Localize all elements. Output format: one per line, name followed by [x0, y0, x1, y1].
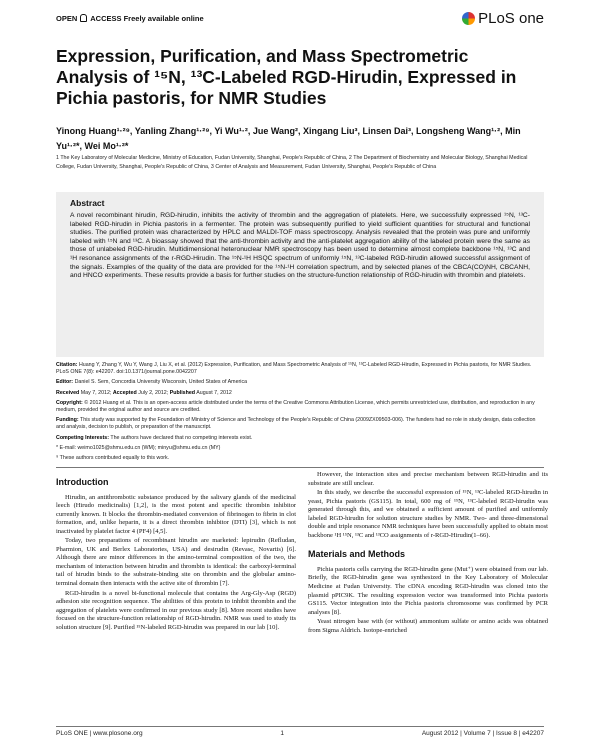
- open-lock-icon: [80, 14, 87, 22]
- editor-text: Daniel S. Sem, Concordia University Wisconsin, United States of America: [74, 379, 248, 386]
- competing-interests: [56, 435, 544, 442]
- accepted-date: July 2, 2012;: [138, 389, 169, 396]
- abstract-heading: Abstract: [70, 198, 105, 208]
- funding: [56, 417, 544, 431]
- editor: [56, 379, 544, 386]
- article-metadata: [56, 362, 544, 465]
- journal-header: [56, 8, 544, 28]
- page-footer: [56, 730, 544, 737]
- funding-label: Funding:: [56, 417, 79, 424]
- open-access-badge: [56, 14, 204, 23]
- author-list: Yinong Huang¹·²⁹, Yanling Zhang¹·²⁹, Yi Wu¹·², Jue Wang², Xingang Liu³, Linsen Dai³, Longsheng Wang¹·², Min Yu¹·²*, Wei Mo¹·²*: [56, 126, 521, 151]
- open-label: OPEN: [56, 13, 78, 23]
- abstract-box: [56, 192, 544, 357]
- divider: [56, 467, 544, 468]
- competing-label: Competing Interests:: [56, 434, 109, 441]
- plos-logo-icon: [462, 12, 475, 25]
- right-paragraph-2: In this study, we describe the successful expression of ¹⁵N, ¹³C-labeled RGD-hirudin in yeast, Pichia pastoris (GS115). In total, 600 mg of ¹⁵N, ¹³C-labeled RGD-hirudin was generated through this, and we obtained a sufficient amount of purified and uniformly labeled RGD-hirudin for solution structure studies by NMR. Two- and three-dimensional double and triple resonance NMR techniques have been successfully applied to obtain most backbone ¹H ¹⁵N, ¹³C and ¹³CO assignments of r-RGD-Hirudin(1–66).: [308, 489, 548, 539]
- citation-label: Citation:: [56, 362, 78, 368]
- methods-paragraph-1: Pichia pastoris cells carrying the RGD-hirudin gene (Mut⁺) were obtained from our lab. Briefly, the RGD-hirudin gene was synthesized in the Key Laboratory of Molecular Medicine at Fudan University. The cDNA encoding RGD-hirudin was cloned into the plasmid pPIC9K. The resulting expression vector was transformed into Pichia pastoris GS115. Vector integration into the Pichia pastoris chromosome was confirmed by PCR analyses [8].: [308, 565, 548, 616]
- received-date: May 7, 2012;: [80, 389, 112, 396]
- intro-paragraph-3: RGD-hirudin is a novel bi-functional molecule that contains the Arg-Gly-Asp (RGD) adhesion site recognition sequence. The abilities of this protein to inhibit thrombin and the aggregation of platelets were confirmed in our previous study [8]. More recent studies have focused on the structure-function relationship of RGD-hirudin. NMR was used to study its solution structure [9]. Purified ¹⁵N-labeled RGD-hirudin was prepared in our lab [10].: [56, 589, 296, 631]
- published-date: August 7, 2012: [196, 389, 232, 396]
- copyright: [56, 400, 544, 414]
- competing-text: The authors have declared that no competing interests exist.: [110, 434, 253, 441]
- right-column: [308, 471, 548, 636]
- accepted-label: Accepted: [112, 389, 137, 396]
- affiliations: 1 The Key Laboratory of Molecular Medicine, Ministry of Education, Fudan University, Shanghai, People's Republic of China, 2 The Department of Biochemistry and Molecular Biology, Shanghai Medical College, Fudan University, Shanghai, People's Republic of China, 3 Center of Analysis and Measurement, Fudan University, Shanghai, People's Republic of China: [56, 155, 528, 170]
- dates: [56, 390, 544, 397]
- left-column: [56, 474, 296, 633]
- page-number: 1: [280, 730, 285, 737]
- intro-paragraph-2: Today, two preparations of recombinant hirudin are marketed: lepirudin (Refludan, Pharmion, UK and Berlex Laboratories, USA) and desirudin (Revasc, Novartis) [6]. Although there are minor differences in the amino-terminal composition of the two, the mechanism of interaction between hirudin and thrombin is identical: the carboxyl-terminal tail of hirudin binds to the substrate-binding site on thrombin and the globular amino-terminal domain then interacts with the active site of thrombin [7].: [56, 537, 296, 588]
- abstract-text: A novel recombinant hirudin, RGD-hirudin, inhibits the activity of thrombin and the aggregation of platelets. Here, we successfully expressed ¹⁵N, ¹³C-labeled RGD-hirudin in Pichia pastoris in a fermenter. The protein was subsequently purified to yield sufficient quantities for structural and functional studies. The purified protein was characterized by HPLC and MALDI-TOF mass spectroscopy. Analysis revealed that the protein was pure and uniformly labeled with ¹⁵N and ¹³C. A bioassay showed that the anti-thrombin activity and the anti-platelet aggregation ability of the labeled protein were the same as those of unlabeled RGD-hirudin. Multidimensional heteronuclear NMR spectroscopy has been used to determine almost complete backbone ¹⁵N, ¹³C and ¹H resonance assignments of the r-RGD-Hirudin. The ¹⁵N-¹H HSQC spectrum of uniformly ¹⁵N, ¹³C-labeled RGD-hirudin allowed successful assignment of the signals. Examples of the quality of the data are provided for the ¹⁵N-¹H correlation spectrum, and by selected planes of the CBCA(CO)NH, CBCANH, and HNCO experiments. These results provide a basis for further studies on the structure-function relationship of RGD-hirudin with thrombin and platelets.: [70, 212, 530, 280]
- methods-heading: Materials and Methods: [308, 549, 406, 560]
- email: * E-mail: weimo1025@shmu.edu.cn (WM); minyu@shmu.edu.cn (MY): [56, 444, 221, 451]
- footer-issue: August 2012 | Volume 7 | Issue 8 | e42207: [421, 730, 544, 737]
- citation-text: Huang Y, Zhang Y, Wu Y, Wang J, Liu X, et al. (2012) Expression, Purification, and Mass Spectrometric Analysis of ¹⁵N, ¹³C-Labeled RGD-Hirudin, Expressed in Pichia pastoris, for NMR Studies. PLoS ONE 7(8): e42207. doi:10.1371/journal.pone.0042207: [56, 362, 532, 376]
- funding-text: This study was supported by the Foundation of Ministry of Science and Technology of the People's Republic of China (2009ZX09503-006). The funders had no role in study design, data collection and analysis, decision to publish, or preparation of the manuscript.: [56, 417, 536, 431]
- open-access-text: ACCESS Freely available online: [90, 13, 204, 23]
- footer-divider: [56, 726, 544, 727]
- editor-label: Editor:: [56, 379, 74, 386]
- citation: [56, 362, 544, 376]
- introduction-heading: Introduction: [56, 477, 109, 487]
- intro-paragraph-1: Hirudin, an antithrombotic substance produced by the salivary glands of the medicinal leech (Hirudo medicinalis) [1,2], is the most potent and specific thrombin inhibitor currently known. It blocks the thrombin-mediated conversion of fibrinogen to fibrin in clot formation, and, unlike heparin, it is a direct thrombin inhibitor (DTI) [3], which is not inactivated by platelet factor 4 (PF4) [4,5].: [56, 493, 296, 535]
- equal-contribution: ⁹ These authors contributed equally to this work.: [56, 455, 170, 462]
- received-label: Received: [56, 389, 80, 396]
- published-label: Published: [169, 389, 196, 396]
- right-paragraph-1: However, the interaction sites and precise mechanism between RGD-hirudin and its substrate are still unclear.: [308, 471, 548, 487]
- copyright-label: Copyright:: [56, 399, 83, 406]
- journal-logo-text: PLoS one: [478, 9, 544, 27]
- journal-logo: [462, 10, 544, 27]
- paper-title: Expression, Purification, and Mass Spectrometric Analysis of ¹⁵N, ¹³C-Labeled RGD-Hirudin, Expressed in Pichia pastoris, for NMR Studies: [56, 46, 517, 108]
- footer-journal: PLoS ONE | www.plosone.org: [56, 730, 143, 737]
- copyright-text: © 2012 Huang et al. This is an open-access article distributed under the terms of the Creative Commons Attribution License, which permits unrestricted use, distribution, and reproduction in any medium, provided the original author and source are credited.: [56, 399, 535, 414]
- methods-paragraph-2: Yeast nitrogen base with (or without) ammonium sulfate or amino acids was obtained from Sigma Aldrich. Isotope-enriched: [308, 618, 548, 634]
